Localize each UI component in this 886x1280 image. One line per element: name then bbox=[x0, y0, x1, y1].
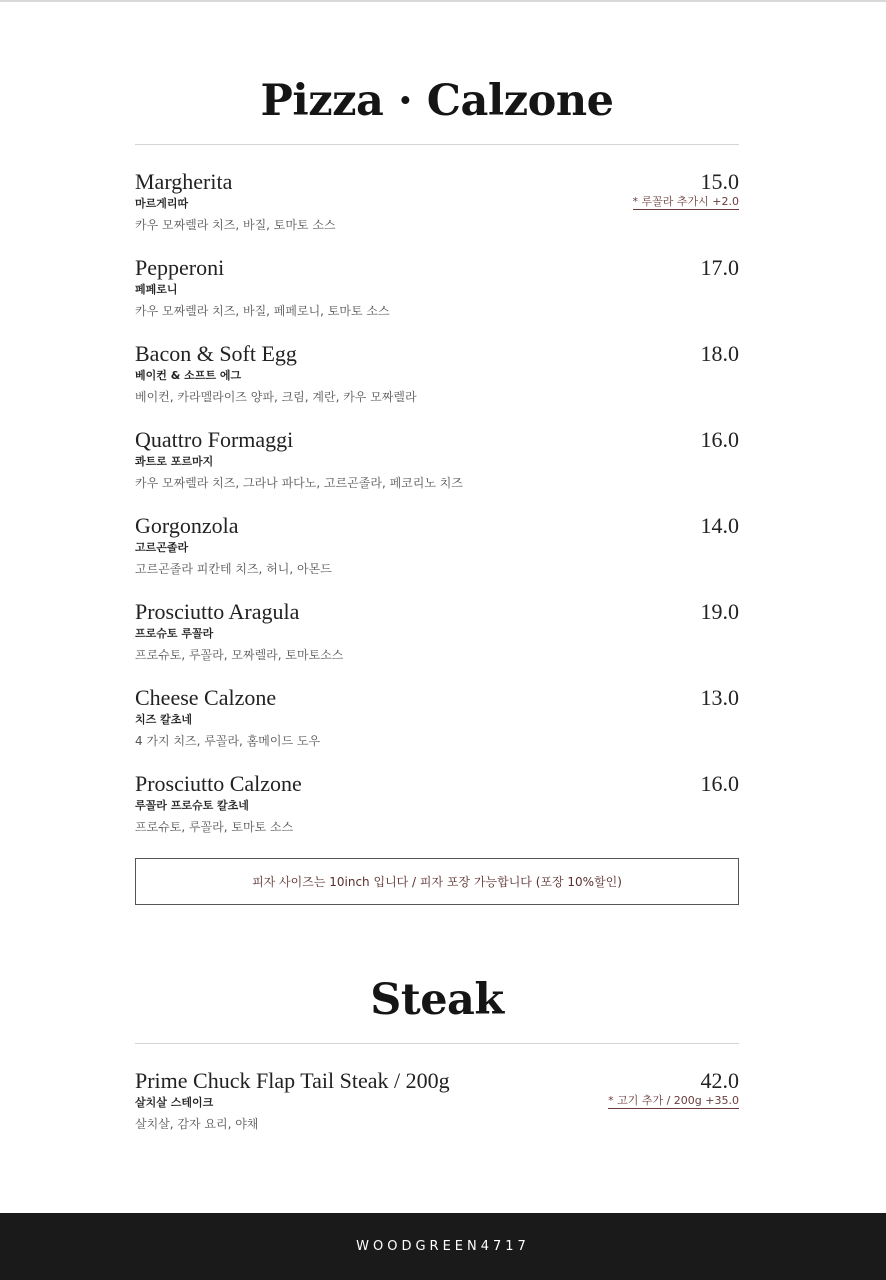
item-price: 42.0 bbox=[700, 1068, 739, 1093]
item-price: 14.0 bbox=[700, 513, 739, 538]
menu-list-pizza bbox=[135, 171, 739, 859]
section-title-pizza: Pizza · Calzone bbox=[260, 76, 614, 126]
item-price: 15.0 bbox=[700, 169, 739, 194]
footer-brand: WOODGREEN4717 bbox=[356, 1239, 530, 1254]
menu-item-cheese-calzone bbox=[135, 687, 739, 773]
menu-item-bacon-soft-egg bbox=[135, 343, 739, 429]
item-korean-name: 고르곤졸라 bbox=[135, 541, 189, 554]
item-korean-name: 살치살 스테이크 bbox=[135, 1096, 214, 1109]
item-description: 카우 모짜렐라 치즈, 바질, 페페로니, 토마토 소스 bbox=[135, 304, 390, 318]
item-price: 13.0 bbox=[700, 685, 739, 710]
menu-item-prime-chuck-flap bbox=[135, 1070, 739, 1156]
footer bbox=[0, 1213, 886, 1280]
section-title-steak: Steak bbox=[370, 975, 504, 1025]
item-description: 4 가지 치즈, 루꼴라, 홈메이드 도우 bbox=[135, 734, 321, 748]
notice-text: 피자 사이즈는 10inch 입니다 / 피자 포장 가능합니다 (포장 10%할인) bbox=[252, 875, 622, 889]
item-price: 19.0 bbox=[700, 599, 739, 624]
item-name: Bacon & Soft Egg bbox=[135, 341, 297, 366]
item-name: Margherita bbox=[135, 169, 233, 194]
item-korean-name: 마르게리따 bbox=[135, 197, 189, 210]
menu-item-quattro-formaggi bbox=[135, 429, 739, 515]
item-description: 카우 모짜렐라 치즈, 그라나 파다노, 고르곤졸라, 페코리노 치즈 bbox=[135, 476, 463, 490]
item-price: 18.0 bbox=[700, 341, 739, 366]
title-rule bbox=[135, 144, 739, 145]
item-addon-note: * 고기 추가 / 200g +35.0 bbox=[608, 1095, 739, 1109]
menu-item-gorgonzola bbox=[135, 515, 739, 601]
item-name: Prosciutto Calzone bbox=[135, 771, 302, 796]
item-name: Pepperoni bbox=[135, 255, 225, 280]
item-description: 프로슈토, 루꼴라, 모짜렐라, 토마토소스 bbox=[135, 648, 344, 662]
steak-section bbox=[135, 975, 739, 1156]
item-korean-name: 베이컨 & 소프트 에그 bbox=[135, 369, 242, 382]
menu-item-margherita bbox=[135, 171, 739, 257]
item-korean-name: 치즈 칼초네 bbox=[135, 713, 192, 726]
menu-list-steak bbox=[135, 1070, 739, 1156]
item-korean-name: 프로슈토 루꼴라 bbox=[135, 627, 214, 640]
item-price: 16.0 bbox=[700, 771, 739, 796]
item-description: 고르곤졸라 피칸테 치즈, 허니, 아몬드 bbox=[135, 562, 332, 576]
menu-item-pepperoni bbox=[135, 257, 739, 343]
item-price: 17.0 bbox=[700, 255, 739, 280]
item-name: Quattro Formaggi bbox=[135, 427, 294, 452]
menu-item-prosciutto-aragula bbox=[135, 601, 739, 687]
item-name: Prosciutto Aragula bbox=[135, 599, 300, 624]
item-name: Cheese Calzone bbox=[135, 685, 277, 710]
menu-item-prosciutto-calzone bbox=[135, 773, 739, 859]
item-description: 프로슈토, 루꼴라, 토마토 소스 bbox=[135, 820, 294, 834]
item-korean-name: 루꼴라 프로슈토 칼초네 bbox=[135, 799, 249, 812]
pizza-notice-box bbox=[135, 858, 739, 905]
item-price: 16.0 bbox=[700, 427, 739, 452]
item-korean-name: 콰트로 포르마지 bbox=[135, 455, 214, 468]
item-addon-note: * 루꼴라 추가시 +2.0 bbox=[633, 196, 739, 210]
item-description: 베이컨, 카라멜라이즈 양파, 크림, 계란, 카우 모짜렐라 bbox=[135, 390, 417, 404]
item-korean-name: 페페로니 bbox=[135, 283, 178, 296]
item-description: 카우 모짜렐라 치즈, 바질, 토마토 소스 bbox=[135, 218, 336, 232]
title-rule bbox=[135, 1043, 739, 1044]
item-description: 살치살, 감자 요리, 야채 bbox=[135, 1117, 259, 1131]
top-divider bbox=[0, 0, 886, 2]
item-name: Gorgonzola bbox=[135, 513, 239, 538]
pizza-section bbox=[135, 76, 739, 859]
item-name: Prime Chuck Flap Tail Steak / 200g bbox=[135, 1068, 450, 1093]
